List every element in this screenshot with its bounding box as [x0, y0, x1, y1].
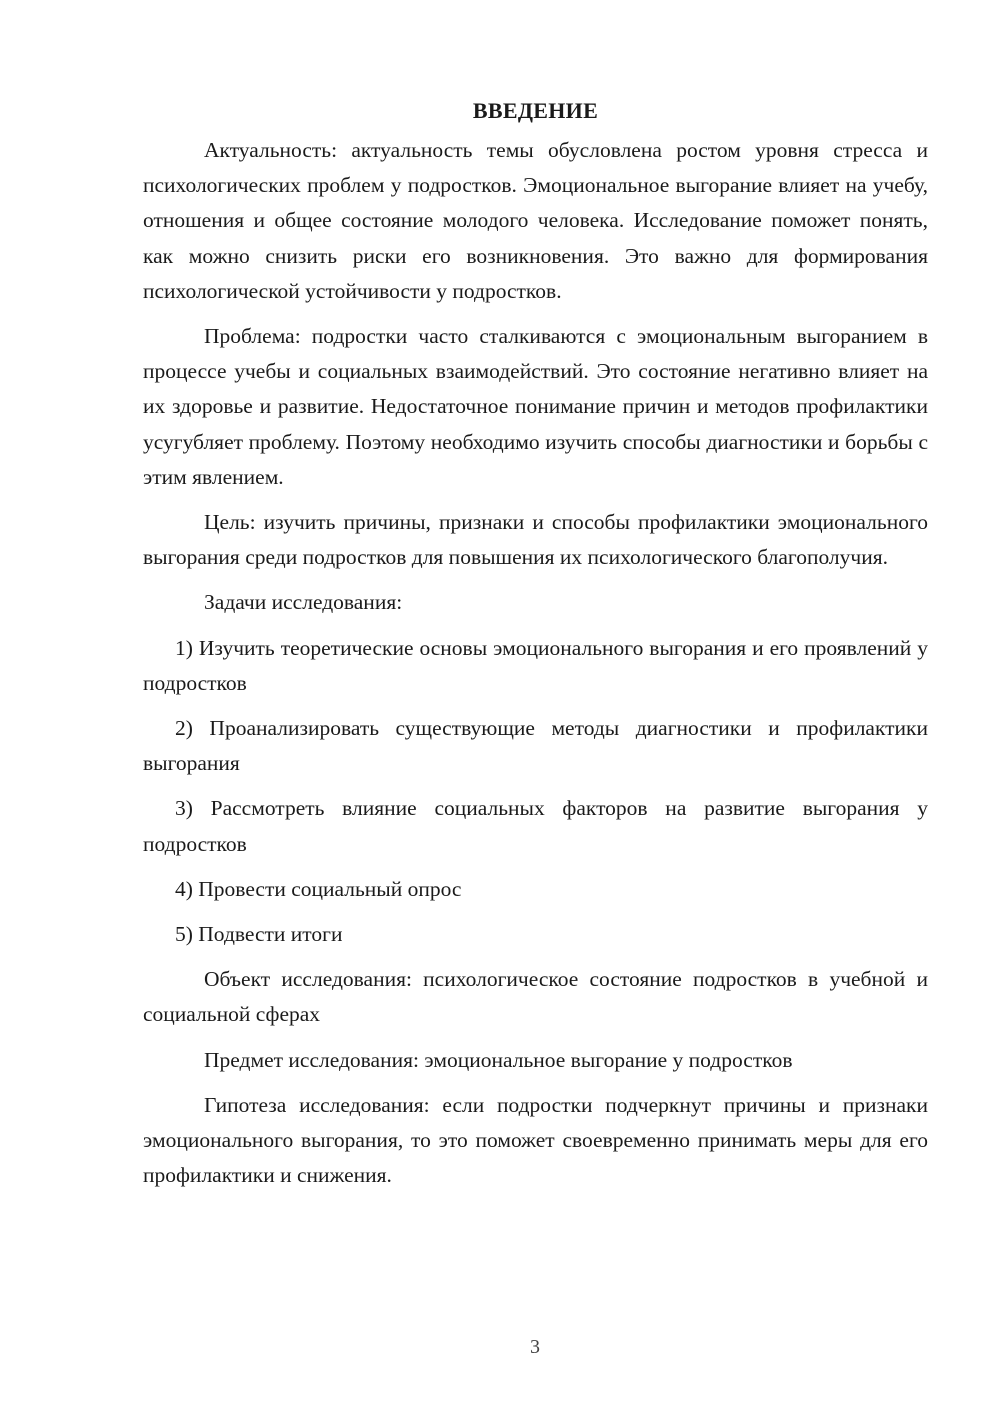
tasks-heading: Задачи исследования:: [204, 590, 403, 615]
task-item: 5) Подвести итоги: [175, 922, 343, 947]
task-item: 4) Провести социальный опрос: [175, 876, 462, 901]
problem-paragraph: Проблема: подростки часто сталкиваются с эмоциональным выгоранием в процессе учебы и социальных взаимодействий. Это состояние негативно влияет на их здоровье и развитие. Недостаточное понимание причин и методов профилактики усугубляет проблему. Поэтому необходимо изучить способы диагностики и борьбы с этим явлением.: [143, 324, 928, 489]
task-item: 1) Изучить теоретические основы эмоционального выгорания и его проявлений у подростков: [143, 635, 928, 695]
page-number: 3: [530, 1336, 540, 1358]
relevance-paragraph: Актуальность: актуальность темы обусловлена ростом уровня стресса и психологических проблем у подростков. Эмоциональное выгорание влияет на учебу, отношения и общее состояние молодого человека. Исследование поможет понять, как можно снизить риски его возникновения. Это важно для формирования психологической устойчивости у подростков.: [143, 138, 928, 303]
task-item: 2) Проанализировать существующие методы диагностики и профилактики выгорания: [143, 716, 928, 776]
hypothesis-paragraph: Гипотеза исследования: если подростки подчеркнут причины и признаки эмоционального выгорания, то это поможет своевременно принимать меры для его профилактики и снижения.: [143, 1092, 928, 1188]
object-paragraph: Объект исследования: психологическое состояние подростков в учебной и социальной сферах: [143, 967, 928, 1027]
page-title: ВВЕДЕНИЕ: [472, 98, 599, 123]
document-page: [143, 93, 928, 1203]
task-item: 3) Рассмотреть влияние социальных факторов на развитие выгорания у подростков: [143, 796, 928, 856]
goal-paragraph: Цель: изучить причины, признаки и способы профилактики эмоционального выгорания среди подростков для повышения их психологического благополучия.: [143, 510, 928, 570]
subject-paragraph: Предмет исследования: эмоциональное выгорание у подростков: [204, 1047, 793, 1072]
